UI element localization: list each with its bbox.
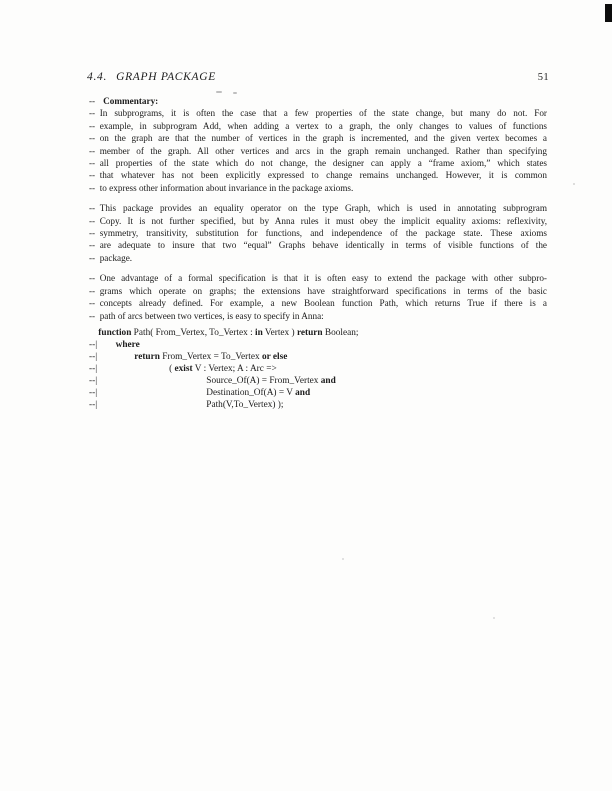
code-text: From_Vertex = To_Vertex — [159, 352, 262, 363]
code-line — [89, 399, 547, 411]
keyword-return: return — [296, 327, 323, 338]
code-text: --| Path(V,To_Vertex) ); — [89, 400, 284, 411]
section-heading — [87, 71, 216, 83]
text-line: -- member of the graph. All other vertices and arcs in the graph remain unchanged. Rather than specifying — [89, 145, 547, 156]
code-text: --| — [89, 352, 135, 363]
keyword-and: and — [295, 388, 311, 399]
page-number: 51 — [537, 72, 549, 83]
text-line: -- all properties of the state which do not change, the designer can apply a “frame axiom,” which states — [89, 158, 547, 169]
code-line — [89, 387, 547, 399]
keyword-where: where — [115, 340, 140, 350]
keyword-function: function — [98, 327, 132, 338]
code-line — [89, 339, 547, 351]
code-line — [89, 351, 547, 363]
text-line: -- In subprograms, it is often the case that a few properties of the state change, but many do not. For — [89, 108, 547, 119]
scan-speck — [216, 91, 222, 93]
text-line: -- Copy. It is not further specified, but by Anna rules it must obey the implicit equality axioms: reflexivity, — [89, 215, 547, 226]
scan-speck — [493, 617, 495, 619]
text-line — [89, 95, 547, 107]
code-line — [89, 375, 547, 387]
code-line — [89, 327, 547, 339]
paragraph-equality — [89, 202, 547, 264]
keyword-in: in — [255, 327, 263, 338]
text-line: -- package. — [89, 252, 133, 263]
section-title: GRAPH PACKAGE — [116, 71, 216, 83]
keyword-return: return — [134, 352, 160, 363]
text-line: -- example, in subprogram Add, when adding a vertex to a graph, the only changes to values of functions — [89, 120, 547, 131]
code-text: Path( From_Vertex, To_Vertex : — [131, 327, 255, 338]
text-line: -- concepts already defined. For example, a new Boolean function Path, which returns True if there is a — [89, 298, 547, 309]
text-line: -- grams which operate on graphs; the extensions have straightforward specifications in terms of the basic — [89, 285, 547, 296]
text-line: -- on the graph are that the number of vertices in the graph is incremented, and the given vertex becomes a — [89, 133, 547, 144]
code-block — [89, 327, 547, 412]
code-text: --| ( — [89, 364, 175, 375]
scan-speck — [342, 558, 344, 560]
text-line: -- symmetry, transitivity, substitution for functions, and independence of the package state. These axioms — [89, 228, 547, 239]
comment-dashes: -- — [89, 96, 96, 106]
scan-artifact-corner-mark — [605, 4, 612, 22]
keyword-exist: exist — [174, 364, 193, 375]
code-line — [89, 363, 547, 375]
scan-speck — [233, 92, 237, 94]
code-text: V : Vertex; A : Arc => — [192, 364, 277, 375]
text-line: -- One advantage of a formal specification is that it is often easy to extend the package with other subpro- — [89, 273, 547, 284]
section-number: 4.4. — [87, 71, 108, 83]
paragraph-commentary — [89, 95, 547, 194]
text-line: -- This package provides an equality operator on the type Graph, which is used in annotating subprogram — [89, 203, 547, 214]
code-text: Vertex ) — [262, 327, 297, 338]
code-text: --| Destination_Of(A) = V — [89, 388, 296, 399]
text-line: -- to express other information about invariance in the package axioms. — [89, 182, 354, 193]
scan-speck — [573, 183, 575, 185]
code-text: Boolean; — [322, 327, 359, 338]
commentary-label: Commentary: — [103, 96, 159, 106]
text-line: -- are adequate to insure that two “equal” Graphs behave identically in terms of visible functions of the — [89, 240, 547, 251]
text-line: -- that whatever has not been explicitly expressed to change remains unchanged. However, it is common — [89, 170, 547, 181]
page-content — [89, 95, 547, 412]
keyword-or-else: or else — [261, 352, 288, 363]
code-text: --| Source_Of(A) = From_Vertex — [89, 376, 321, 387]
code-text — [89, 328, 98, 338]
text-line: -- path of arcs between two vertices, is easy to specify in Anna: — [89, 310, 324, 321]
code-text: --| — [89, 340, 116, 350]
keyword-and: and — [320, 376, 336, 387]
page-header — [87, 71, 549, 83]
paragraph-extension — [89, 272, 547, 322]
